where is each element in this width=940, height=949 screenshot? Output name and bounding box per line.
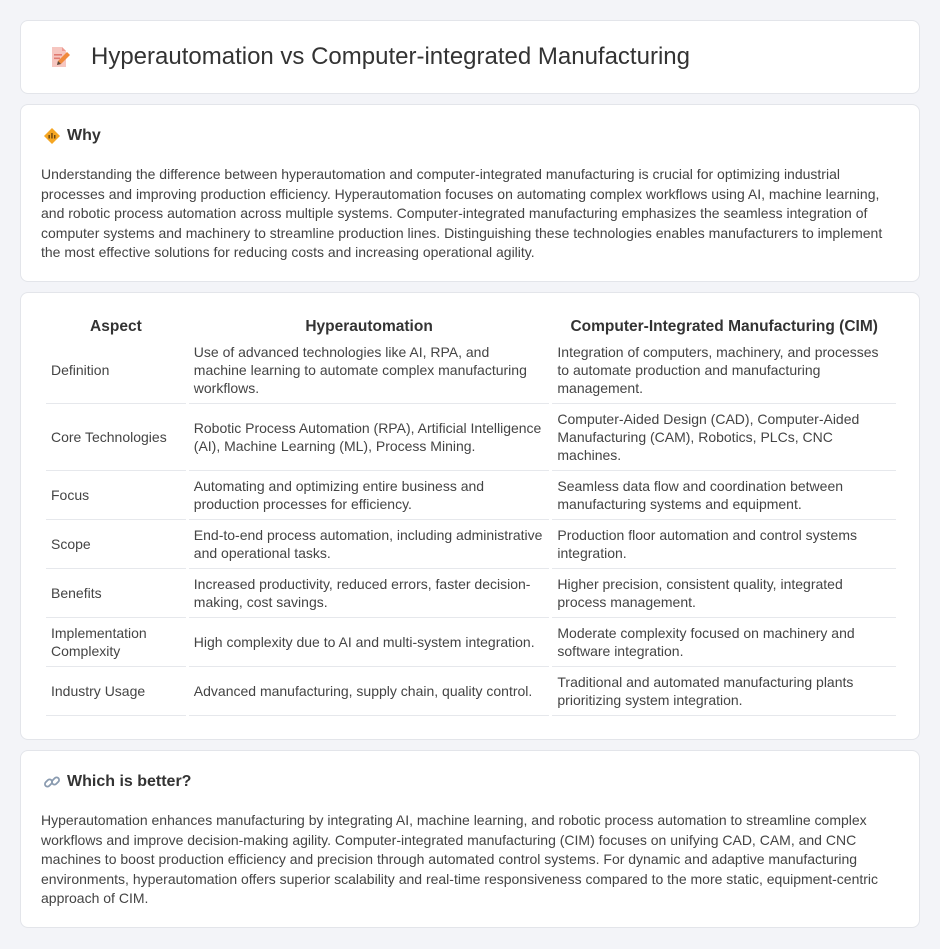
cell-aspect: Definition <box>46 337 186 404</box>
which-is-better-section <box>20 750 920 928</box>
which-is-better-body: Hyperautomation enhances manufacturing by integrating AI, machine learning, and robotic process automation to streamline complex workflows and improve decision-making agility. Computer-integrated manufacturing (CIM) focuses on unifying CAD, CAM, and CNC machines to boost production efficiency and precision through automated control systems. For dynamic and adaptive manufacturing environments, hyperautomation offers superior scalability and real-time responsiveness compared to the more static, equipment-centric approach of CIM. <box>41 812 879 906</box>
cell-hyperautomation: High complexity due to AI and multi-system integration. <box>189 618 550 667</box>
table-row <box>46 569 896 618</box>
cell-cim: Higher precision, consistent quality, integrated process management. <box>552 569 896 618</box>
cell-hyperautomation: Robotic Process Automation (RPA), Artificial Intelligence (AI), Machine Learning (ML), Process Mining. <box>189 404 550 471</box>
cell-hyperautomation: Advanced manufacturing, supply chain, quality control. <box>189 667 550 716</box>
page-title: Hyperautomation vs Computer-integrated Manufacturing <box>91 43 690 70</box>
cell-cim: Moderate complexity focused on machinery and software integration. <box>552 618 896 667</box>
cell-aspect: Focus <box>46 471 186 520</box>
which-is-better-title: Which is better? <box>67 773 192 790</box>
table-row <box>46 471 896 520</box>
cell-hyperautomation: Increased productivity, reduced errors, faster decision-making, cost savings. <box>189 569 550 618</box>
comparison-table <box>43 317 899 716</box>
cell-hyperautomation: Automating and optimizing entire business and production processes for efficiency. <box>189 471 550 520</box>
cell-hyperautomation: End-to-end process automation, including administrative and operational tasks. <box>189 520 550 569</box>
table-row <box>46 520 896 569</box>
header-cim: Computer-Integrated Manufacturing (CIM) <box>570 318 878 335</box>
cell-hyperautomation: Use of advanced technologies like AI, RPA, and machine learning to automate complex manufacturing workflows. <box>189 337 550 404</box>
why-section <box>20 104 920 282</box>
cell-aspect: Scope <box>46 520 186 569</box>
why-title: Why <box>67 127 101 144</box>
cell-aspect: Implementation Complexity <box>46 618 186 667</box>
cell-cim: Traditional and automated manufacturing plants prioritizing system integration. <box>552 667 896 716</box>
cell-cim: Production floor automation and control systems integration. <box>552 520 896 569</box>
header-aspect: Aspect <box>90 318 142 335</box>
document-edit-icon <box>47 45 71 69</box>
table-row <box>46 404 896 471</box>
why-body: Understanding the difference between hyperautomation and computer-integrated manufacturing is crucial for optimizing industrial processes and improving production efficiency. Hyperautomation focuses on automating complex workflows using AI, machine learning, and robotic process automation across multiple systems. Computer-integrated manufacturing emphasizes the seamless integration of computer systems and machinery to streamline production lines. Distinguishing these technologies enables manufacturers to implement the most effective solutions for reducing costs and increasing operational agility. <box>41 166 883 260</box>
cell-aspect: Benefits <box>46 569 186 618</box>
table-row <box>46 667 896 716</box>
cell-aspect: Core Technologies <box>46 404 186 471</box>
link-icon <box>43 773 61 791</box>
comparison-card <box>20 292 920 740</box>
cell-cim: Integration of computers, machinery, and processes to automate production and manufacturing management. <box>552 337 896 404</box>
table-row <box>46 618 896 667</box>
table-row <box>46 337 896 404</box>
header-hyperautomation: Hyperautomation <box>305 318 433 335</box>
cell-cim: Computer-Aided Design (CAD), Computer-Aided Manufacturing (CAM), Robotics, PLCs, CNC machines. <box>552 404 896 471</box>
cell-aspect: Industry Usage <box>46 667 186 716</box>
diamond-signal-icon <box>43 127 61 145</box>
table-header-row <box>46 317 896 337</box>
cell-cim: Seamless data flow and coordination between manufacturing systems and equipment. <box>552 471 896 520</box>
title-card <box>20 20 920 94</box>
